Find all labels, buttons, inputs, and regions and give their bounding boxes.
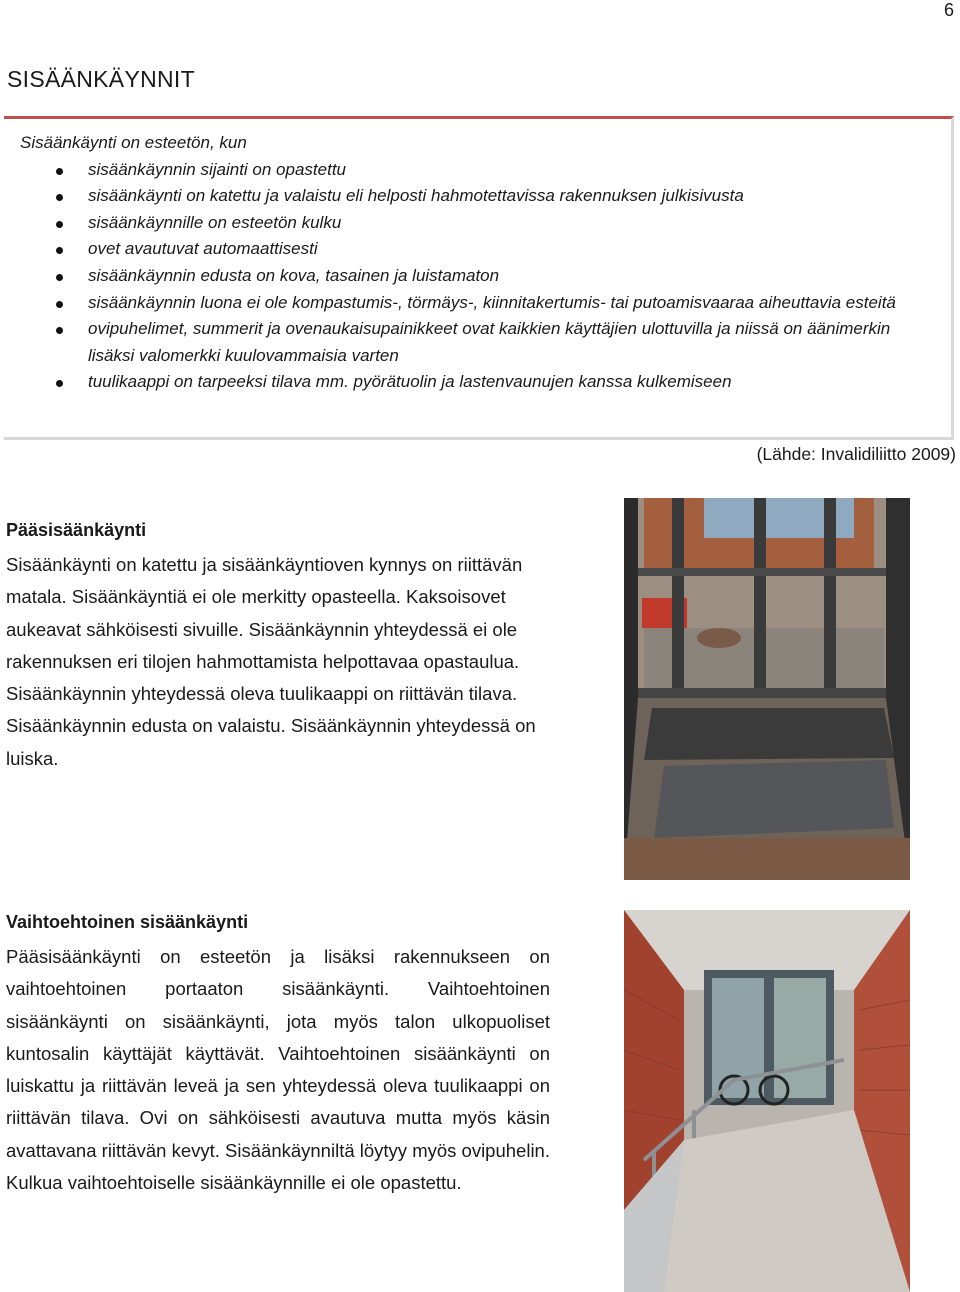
criteria-item: ovipuhelimet, summerit ja ovenaukaisupainikkeet ovat kaikkien käyttäjien ulottuvilla ja niissä on äänimerkin lisäksi valomerkki kuulovammaisia varten	[20, 316, 941, 369]
criteria-item: sisäänkäynnille on esteetön kulku	[20, 210, 941, 237]
page-number: 6	[943, 0, 954, 20]
alternative-entrance-section	[6, 910, 550, 1199]
source-citation: (Lähde: Invalidiliitto 2009)	[756, 444, 956, 464]
entrance-vestibule-icon	[624, 498, 910, 880]
alternative-entrance-icon	[624, 910, 910, 1292]
bullet-icon	[56, 194, 63, 201]
bullet-icon	[56, 247, 63, 254]
criteria-item: tuulikaappi on tarpeeksi tilava mm. pyörätuolin ja lastenvaunujen kanssa kulkemiseen	[20, 369, 941, 396]
criteria-item: sisäänkäynnin edusta on kova, tasainen ja luistamaton	[20, 263, 941, 290]
bullet-icon	[56, 327, 63, 334]
entrance-vestibule-photo	[624, 498, 910, 880]
bullet-icon	[56, 221, 63, 228]
main-entrance-title: Pääsisäänkäynti	[6, 520, 147, 540]
main-entrance-section	[6, 518, 566, 775]
bullet-icon	[56, 274, 63, 281]
alternative-entrance-text: Pääsisäänkäynti on esteetön ja lisäksi rakennukseen on vaihtoehtoinen portaaton sisäänkäynti. Vaihtoehtoinen sisäänkäynti on sisäänkäynti, jota myös talon ulkopuoliset kuntosalin käyttäjät käyttävät. Vaihtoehtoinen sisäänkäynti on luiskattu ja riittävän leveä ja sen yhteydessä oleva tuulikaappi on riittävän tilava. Ovi on sähköisesti avautuva mutta myös käsin avattavana riittävän kevyt. Sisäänkäynniltä löytyy myös ovipuhelin. Kulkua vaihtoehtoiselle sisäänkäynnille ei ole opastettu.	[6, 946, 550, 1194]
criteria-item: ovet avautuvat automaattisesti	[20, 236, 941, 263]
page-title: SISÄÄNKÄYNNIT	[7, 66, 195, 92]
criteria-list	[20, 157, 941, 396]
alternative-entrance-photo	[624, 910, 910, 1292]
criteria-item: sisäänkäynnin sijainti on opastettu	[20, 157, 941, 184]
criteria-item: sisäänkäynti on katettu ja valaistu eli helposti hahmotettavissa rakennuksen julkisivusta	[20, 183, 941, 210]
main-entrance-text: Sisäänkäynti on katettu ja sisäänkäyntioven kynnys on riittävän matala. Sisäänkäyntiä ei ole merkitty opasteella. Kaksoisovet aukeavat sähköisesti sivuille. Sisäänkäynnin yhteydessä ei ole rakennuksen eri tilojen hahmottamista helpottavaa opastaulua. Sisäänkäynnin yhteydessä oleva tuulikaappi on riittävän tilava. Sisäänkäynnin edusta on valaistu. Sisäänkäynnin yhteydessä on luiska.	[6, 554, 536, 769]
bullet-icon	[56, 380, 63, 387]
criteria-item: sisäänkäynnin luona ei ole kompastumis-, törmäys-, kiinnitakertumis- tai putoamisvaaraa aiheuttavia esteitä	[20, 290, 941, 317]
bullet-icon	[56, 301, 63, 308]
alternative-entrance-title: Vaihtoehtoinen sisäänkäynti	[6, 912, 249, 932]
accessibility-criteria-box	[4, 116, 954, 440]
criteria-intro: Sisäänkäynti on esteetön, kun	[20, 133, 247, 152]
bullet-icon	[56, 168, 63, 175]
